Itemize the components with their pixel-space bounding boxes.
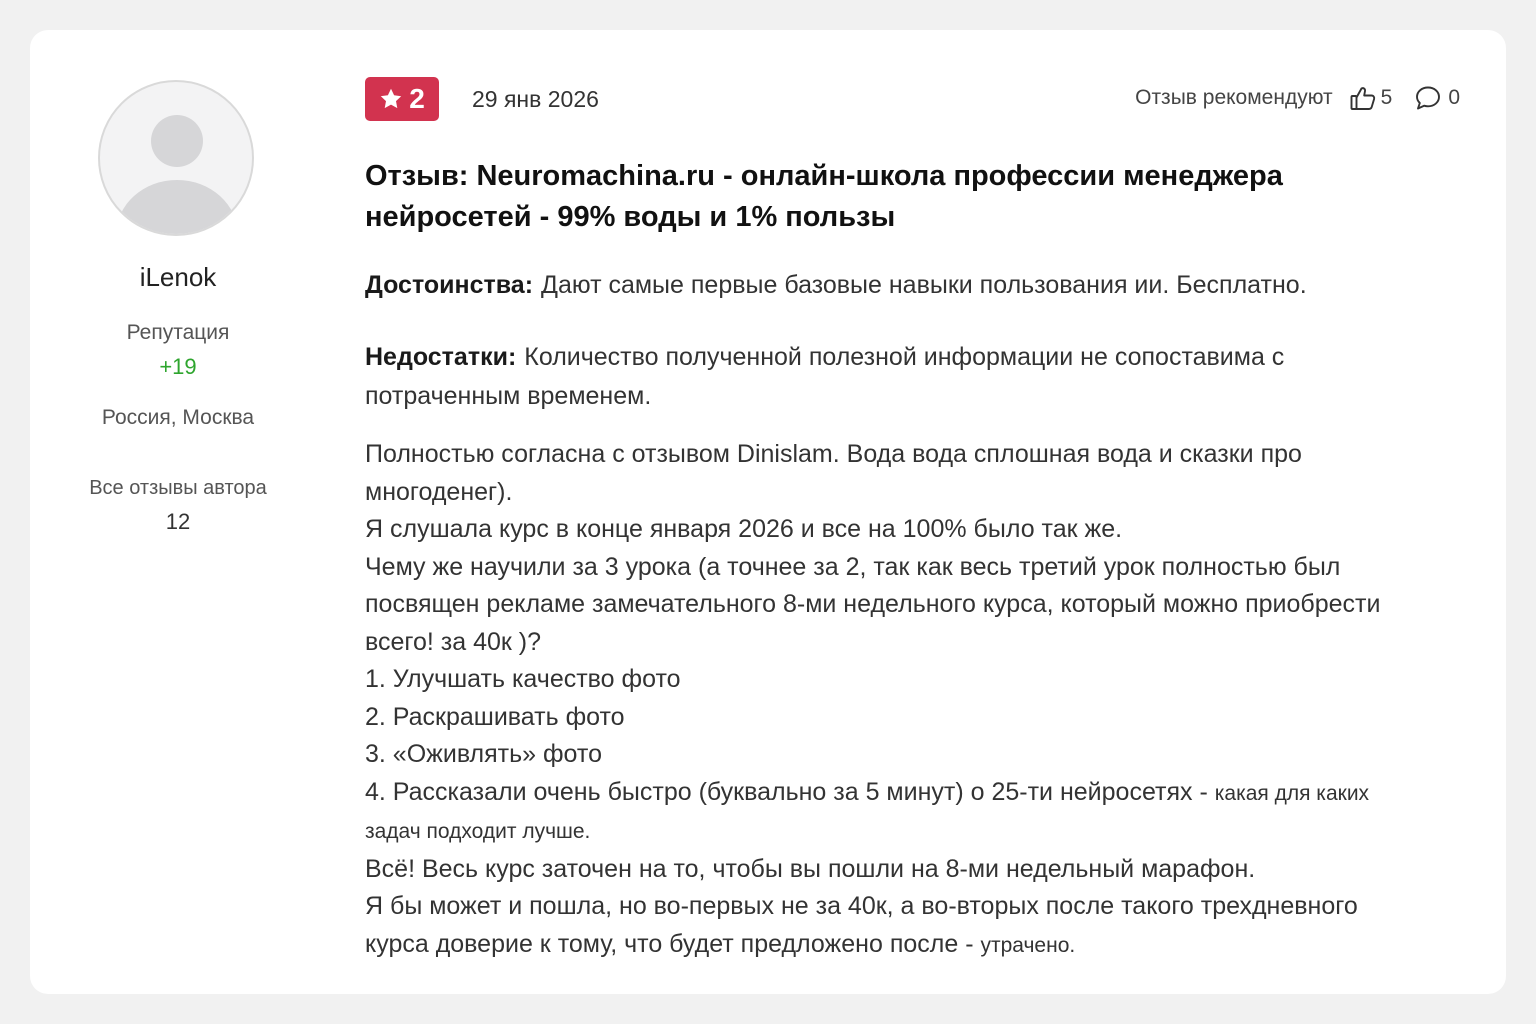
- like-count: 5: [1380, 86, 1393, 109]
- all-reviews-link[interactable]: Все отзывы автора: [89, 477, 267, 499]
- rating-value: 2: [409, 83, 425, 114]
- review-card: [30, 30, 1506, 994]
- paragraph-text: Я бы может и пошла, но во-первых не за 40к, а во-вторых после такого трехдневного курса доверие к тому, что будет предложено после -: [365, 892, 1358, 958]
- list-item: [365, 774, 1405, 851]
- list-item: 1. Улучшать качество фото: [365, 665, 681, 693]
- review-body: [365, 436, 1405, 964]
- author-name[interactable]: iLenok: [139, 262, 217, 292]
- pros-label: Достоинства:: [365, 271, 534, 299]
- list-item: 3. «Оживлять» фото: [365, 740, 602, 768]
- paragraph-tail: утрачено.: [980, 933, 1076, 957]
- review-paragraph: Чему же научили за 3 урока (а точнее за 2, так как весь третий урок полностью был посвящен рекламе замечательного 8-ми недельного курса, который можно приобрести всего! за 40к )?: [365, 552, 1381, 656]
- pros-text: Дают самые первые базовые навыки пользования ии. Бесплатно.: [541, 271, 1307, 299]
- rating-badge: [365, 77, 439, 121]
- comment-count: 0: [1448, 86, 1460, 109]
- cons-label: Недостатки:: [365, 343, 517, 371]
- star-icon: [379, 87, 403, 111]
- review-cons: [365, 338, 1395, 416]
- review-pros: [365, 266, 1435, 304]
- comment-button[interactable]: [1414, 84, 1460, 112]
- review-title[interactable]: Отзыв: Neuromachina.ru - онлайн-школа профессии менеджера нейросетей - 99% воды и 1% пользы: [365, 160, 1283, 233]
- like-button[interactable]: [1349, 84, 1415, 112]
- all-reviews-count: 12: [165, 509, 191, 534]
- list-item-tail: какая для каких задач подходит лучше.: [365, 781, 1370, 843]
- list-item-text: 4. Рассказали очень быстро (буквально за 5 минут) о 25-ти нейросетях -: [365, 777, 1215, 806]
- avatar[interactable]: [98, 80, 254, 236]
- review-paragraph: [365, 888, 1405, 964]
- thumbs-up-icon: [1349, 84, 1377, 112]
- user-placeholder-icon: [151, 115, 203, 167]
- review-date: 29 янв 2026: [472, 86, 599, 112]
- reputation-label: Репутация: [126, 321, 230, 344]
- review-paragraph: Всё! Весь курс заточен на то, чтобы вы пошли на 8-ми недельный марафон.: [365, 854, 1256, 883]
- review-paragraph: Полностью согласна с отзывом Dinislam. Вода вода сплошная вода и сказки про многоденег).: [365, 440, 1302, 506]
- list-item: 2. Раскрашивать фото: [365, 702, 625, 731]
- reputation-value: +19: [159, 354, 197, 379]
- recommend-bar: [1135, 84, 1460, 112]
- recommend-label: Отзыв рекомендуют: [1135, 86, 1333, 109]
- review-paragraph: Я слушала курс в конце января 2026 и все на 100% было так же.: [365, 515, 1123, 543]
- comment-icon: [1414, 84, 1442, 112]
- author-location: Россия, Москва: [101, 406, 255, 429]
- cons-text: Количество полученной полезной информации не сопоставима с потраченным временем.: [365, 343, 1285, 410]
